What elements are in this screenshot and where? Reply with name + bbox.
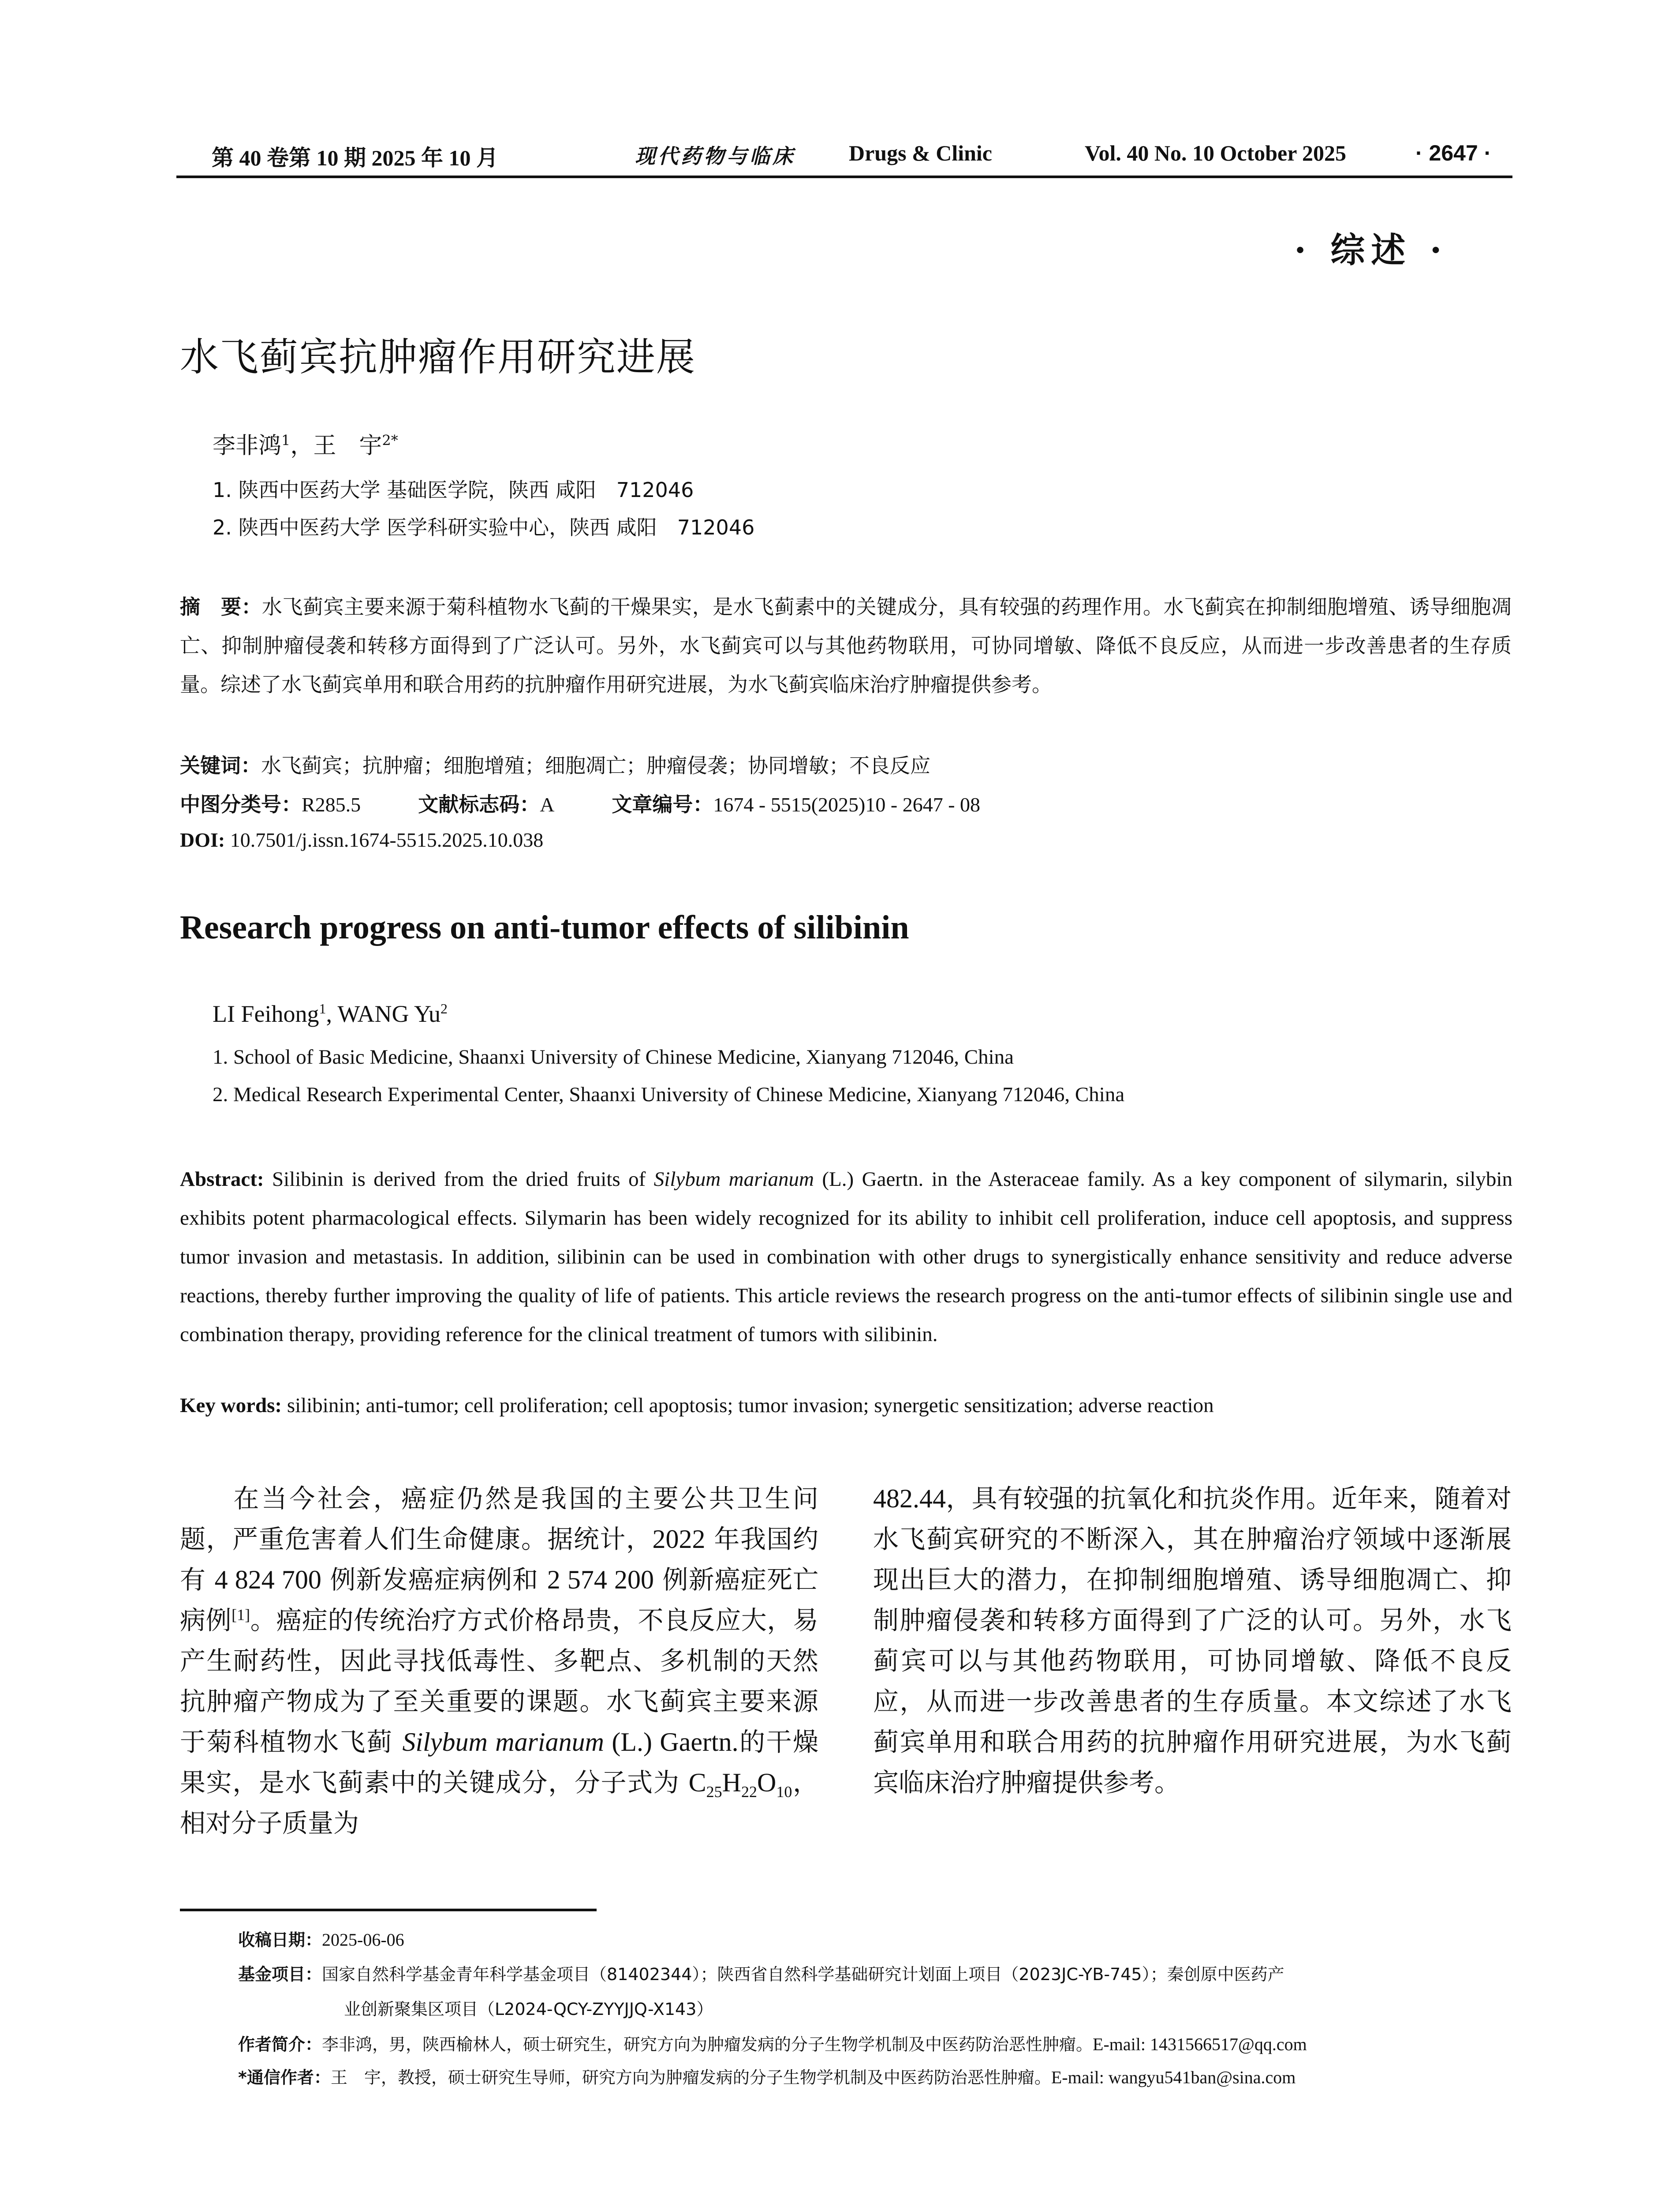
en-keywords (180, 1394, 1214, 1417)
body-text: 例新癌症死亡病例 (180, 1565, 819, 1635)
species-name: Silybum marianum (653, 1168, 814, 1191)
received-date: 2025-06-06 (322, 1930, 404, 1950)
molecular-formula (688, 1768, 792, 1801)
author-bio-label: 作者简介： (238, 2035, 322, 2054)
en-affiliation: 1. School of Basic Medicine, Shaanxi University of Chinese Medicine, Xianyang 712046, China (213, 1046, 1014, 1069)
cn-author-affil-mark: 2* (382, 432, 398, 449)
cn-keywords-label: 关键词： (180, 754, 261, 777)
formula-subscript: 22 (741, 1783, 757, 1801)
doi (180, 828, 543, 852)
header-en-journal: Drugs & Clinic (849, 141, 992, 165)
en-author-affil-mark: 2 (441, 1001, 448, 1017)
formula-subscript: 10 (776, 1783, 792, 1801)
formula-element: H (722, 1768, 741, 1797)
body-number: 4 824 700 (214, 1565, 321, 1594)
article-no-label: 文章编号： (612, 792, 713, 816)
en-author-affil-mark: 1 (319, 1001, 326, 1017)
cn-author-affil-mark: 1 (281, 432, 291, 449)
corresponding-label: *通信作者： (238, 2068, 331, 2087)
species-authority: (L.) Gaertn. (604, 1727, 739, 1757)
body-number: 2 574 200 (547, 1565, 654, 1594)
formula-element: C (688, 1768, 706, 1797)
doc-code-value: A (540, 793, 555, 816)
doi-link[interactable]: 10.7501/j.issn.1674-5515.2025.10.038 (225, 829, 544, 851)
footnote-fund-continued: 业创新聚集区项目（L2024-QCY-ZYYJJQ-X143） (344, 1999, 713, 2019)
page-number: · 2647 · (1415, 141, 1492, 165)
header-cn-volume: 第 40 卷第 10 期 2025 年 10 月 (212, 146, 498, 170)
cn-abstract (180, 587, 1512, 704)
cn-title: 水飞蓟宾抗肿瘤作用研究进展 (180, 334, 696, 380)
fund-text: 国家自然科学基金青年科学基金项目（81402344）；陕西省自然科学基础研究计划面上项目（2023JC-YB-745）；秦创原中医药产 (322, 1965, 1284, 1984)
footnote-rule (180, 1909, 597, 1911)
en-affiliation: 2. Medical Research Experimental Center, Shaanxi University of Chinese Medicine, Xianyang 712046, China (213, 1083, 1125, 1106)
body-text: ，相对分子质量为 (180, 1768, 818, 1838)
en-abstract-label: Abstract: (180, 1168, 264, 1191)
body-text: 在当今社会，癌症仍然是我国的主要公共卫生问题，严重危害着人们生命健康。据统计， (180, 1484, 818, 1554)
cn-abstract-text: 水飞蓟宾主要来源于菊科植物水飞蓟的干燥果实，是水飞蓟素中的关键成分，具有较强的药理作用。水飞蓟宾在抑制细胞增殖、诱导细胞凋亡、抑制肿瘤侵袭和转移方面得到了广泛认可。另外，水飞蓟宾可以与其他药物联用，可协同增敏、降低不良反应，从而进一步改善患者的生存质量。综述了水飞蓟宾单用和联合用药的抗肿瘤作用研究进展，为水飞蓟宾临床治疗肿瘤提供参考。 (180, 595, 1512, 696)
species-name: Silybum marianum (402, 1727, 604, 1757)
body-text: 年我国约有 (180, 1524, 818, 1595)
en-author-name: WANG Yu (337, 1001, 441, 1027)
fund-label: 基金项目： (238, 1965, 322, 1984)
header-en-volume: Vol. 40 No. 10 October 2025 (1085, 141, 1347, 165)
header-cn-journal: 现代药物与临床 (635, 144, 795, 168)
en-keywords-label: Key words: (180, 1394, 282, 1417)
body-number: 2022 (652, 1525, 706, 1554)
en-title: Research progress on anti-tumor effects of silibinin (180, 909, 909, 946)
citation-link[interactable]: [1] (231, 1606, 250, 1624)
footnote-received (238, 1926, 404, 1951)
running-header (176, 140, 1512, 171)
en-authors (213, 1000, 448, 1028)
cn-author-name: 李非鸿 (213, 433, 282, 459)
footnote-fund (238, 1961, 1284, 1985)
author-email[interactable]: E-mail: 1431566517@qq.com (1093, 2034, 1307, 2054)
body-number: 482.44 (873, 1484, 946, 1513)
body-text: ，具有较强的抗氧化和抗炎作用。近年来，随着对水飞蓟宾研究的不断深入，其在肿瘤治疗领域中逐渐展现出巨大的潜力，在抑制细胞增殖、诱导细胞凋亡、抑制肿瘤侵袭和转移方面得到了广泛的认可。另外，水飞蓟宾可以与其他药物联用，可协同增敏、降低不良反应，从而进一步改善患者的生存质量。本文综述了水飞蓟宾单用和联合用药的抗肿瘤作用研究进展，为水飞蓟宾临床治疗肿瘤提供参考。 (873, 1484, 1512, 1798)
column-tag: · 综述 · (1294, 230, 1448, 270)
formula-subscript: 25 (706, 1783, 722, 1801)
doc-code-label: 文献标志码： (418, 792, 540, 816)
en-abstract-text: Silibinin is derived from the dried fruits of (264, 1168, 654, 1191)
header-rule (176, 176, 1512, 178)
clc-label: 中图分类号： (180, 792, 302, 816)
cn-author-name: 王 宇 (313, 433, 382, 459)
doi-label: DOI: (180, 829, 225, 851)
en-author-name: LI Feihong (213, 1001, 319, 1027)
body-column-right (873, 1478, 1512, 1803)
cn-keywords (180, 750, 930, 779)
corresponding-text: 王 宇，教授，硕士研究生导师，研究方向为肿瘤发病的分子生物学机制及中医药防治恶性肿瘤。 (330, 2068, 1051, 2087)
body-text: 例新发癌症病例和 (321, 1565, 547, 1595)
cn-keywords-text: 水飞蓟宾；抗肿瘤；细胞增殖；细胞凋亡；肿瘤侵袭；协同增敏；不良反应 (261, 754, 930, 777)
author-bio-text: 李非鸿，男，陕西榆林人，硕士研究生，研究方向为肿瘤发病的分子生物学机制及中医药防治恶性肿瘤。 (322, 2035, 1093, 2054)
classification-line (180, 789, 980, 818)
footnote-corresponding-author (238, 2064, 1295, 2088)
clc-value: R285.5 (302, 793, 361, 816)
author-separator: , (326, 1001, 338, 1027)
corresponding-email[interactable]: E-mail: wangyu541ban@sina.com (1051, 2067, 1296, 2087)
footnote-author-bio (238, 2031, 1307, 2055)
formula-element: O (757, 1768, 777, 1797)
body-text: 。癌症的传统治疗方式价格昂贵，不良反应大，易产生耐药性，因此寻找低毒性、多靶点、多机制的天然抗肿瘤产物成为了至关重要的课题。水飞蓟宾主要来源于菊科植物水飞蓟 (180, 1605, 818, 1757)
en-abstract-text: (L.) Gaertn. in the Asteraceae family. As a key component of silymarin, silybin exhibits potent pharmacological effects. Silymarin has been widely recognized for its ability to inhibit cell proliferation, induce cell apoptosis, and suppress tumor invasion and metastasis. In addition, silibinin can be used in combination with other drugs to synergistically enhance sensitivity and reduce adverse reactions, thereby further improving the quality of life of patients. This article reviews the research progress on the anti-tumor effects of silibinin single use and combination therapy, providing reference for the clinical treatment of tumors with silibinin. (180, 1168, 1512, 1346)
article-no-value: 1674 - 5515(2025)10 - 2647 - 08 (713, 793, 981, 816)
cn-affiliation: 1. 陕西中医药大学 基础医学院，陕西 咸阳 712046 (213, 478, 694, 502)
author-separator: ， (290, 433, 314, 459)
en-keywords-text: silibinin; anti-tumor; cell proliferation; cell apoptosis; tumor invasion; synergetic sensitization; adverse reaction (282, 1394, 1214, 1417)
body-text: 的干燥果实，是水飞蓟素中的关键成分，分子式为 (180, 1727, 818, 1798)
cn-affiliation: 2. 陕西中医药大学 医学科研实验中心，陕西 咸阳 712046 (213, 516, 755, 539)
cn-authors (213, 427, 398, 460)
received-label: 收稿日期： (238, 1930, 322, 1950)
cn-abstract-label: 摘 要： (180, 595, 262, 619)
en-abstract (180, 1160, 1512, 1354)
body-column-left (180, 1478, 818, 1843)
